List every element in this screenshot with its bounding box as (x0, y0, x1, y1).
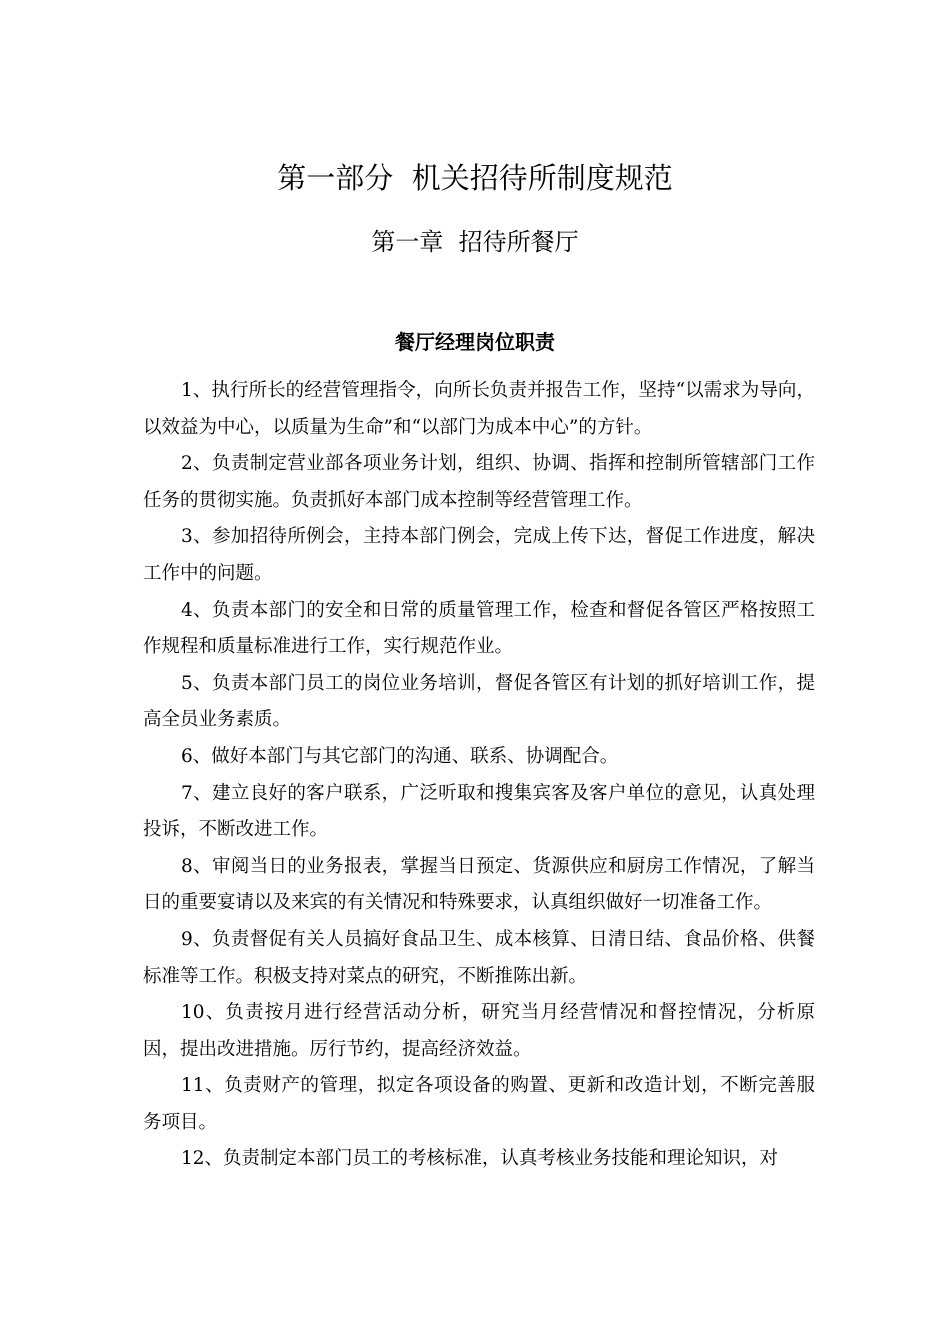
duty-paragraph-1: 1、执行所长的经营管理指令，向所长负责并报告工作，坚持“以需求为导向，以效益为中心，以质量为生命”和“以部门为成本中心”的方针。 (143, 380, 815, 438)
duty-paragraph-6: 6、做好本部门与其它部门的沟通、联系、协调配合。 (181, 745, 619, 767)
duty-paragraph-4: 4、负责本部门的安全和日常的质量管理工作，检查和督促各管区严格按照工作规程和质量标准进行工作，实行规范作业。 (143, 599, 815, 658)
duty-paragraph-12: 12、负责制定本部门员工的考核标准，认真考核业务技能和理论知识，对 (181, 1148, 779, 1170)
duty-paragraph-2: 2、负责制定营业部各项业务计划，组织、协调、指挥和控制所管辖部门工作任务的贯彻实施。负责抓好本部门成本控制等经营管理工作。 (143, 453, 815, 511)
chapter-title: 第一章 招待所餐厅 (371, 228, 579, 256)
part-title: 第一部分 机关招待所制度规范 (277, 161, 673, 195)
duties-list (143, 373, 815, 1178)
duty-paragraph-3: 3、参加招待所例会，主持本部门例会，完成上传下达，督促工作进度，解决工作中的问题。 (143, 526, 815, 584)
duty-paragraph-11: 11、负责财产的管理，拟定各项设备的购置、更新和改造计划，不断完善服务项目。 (143, 1075, 815, 1133)
duty-paragraph-9: 9、负责督促有关人员搞好食品卫生、成本核算、日清日结、食品价格、供餐标准等工作。积极支持对菜点的研究，不断推陈出新。 (143, 928, 815, 987)
duty-paragraph-5: 5、负责本部门员工的岗位业务培训，督促各管区有计划的抓好培训工作，提高全员业务素质。 (143, 672, 815, 731)
duty-paragraph-10: 10、负责按月进行经营活动分析，研究当月经营情况和督控情况，分析原因，提出改进措施。厉行节约，提高经济效益。 (143, 1002, 815, 1060)
duty-paragraph-7: 7、建立良好的客户联系，广泛听取和搜集宾客及客户单位的意见，认真处理投诉，不断改进工作。 (143, 782, 815, 841)
section-title: 餐厅经理岗位职责 (395, 330, 555, 354)
duty-paragraph-8: 8、审阅当日的业务报表，掌握当日预定、货源供应和厨房工作情况，了解当日的重要宴请以及来宾的有关情况和特殊要求，认真组织做好一切准备工作。 (143, 855, 815, 914)
